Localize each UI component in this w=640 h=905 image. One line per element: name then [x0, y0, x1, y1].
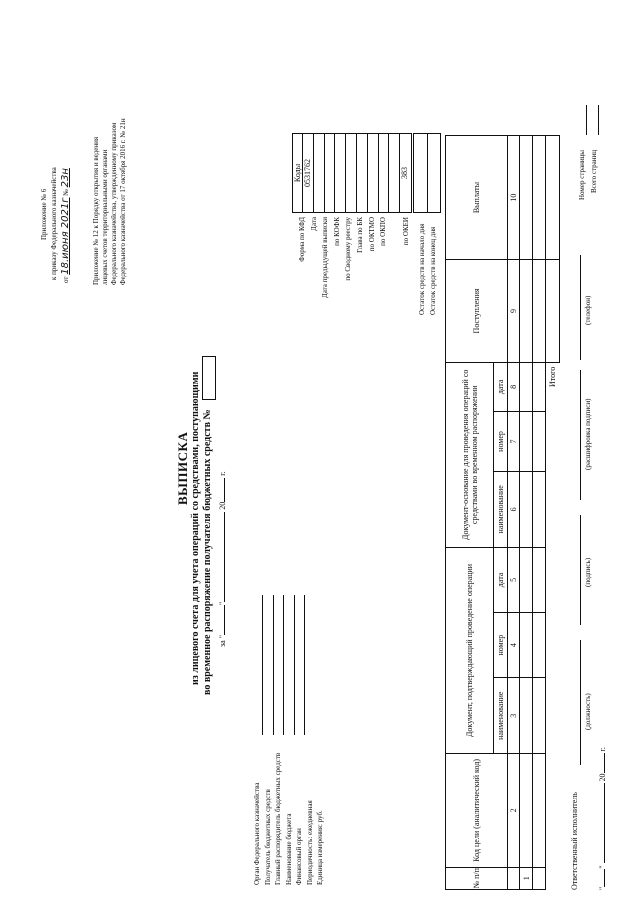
annex12-line2: лицевых счетов территориальными органами [101, 149, 109, 285]
left-field-label: Единица измерения: руб. [316, 810, 324, 885]
code-value[interactable] [357, 134, 368, 212]
left-field-line[interactable] [262, 595, 263, 735]
cell[interactable] [533, 678, 546, 754]
account-number-box[interactable] [202, 356, 216, 400]
operations-table [445, 135, 560, 890]
col-num: 4 [508, 613, 520, 678]
code-value[interactable] [335, 134, 346, 212]
left-field-label: Финансовый орган [295, 828, 303, 885]
th-doc-name: наименование [494, 678, 508, 754]
signature-line[interactable] [580, 515, 581, 625]
left-field-line[interactable] [304, 595, 305, 735]
col-num: 7 [508, 411, 520, 471]
cell[interactable] [533, 867, 546, 889]
table-row [533, 136, 546, 890]
cell[interactable] [520, 136, 533, 260]
pages-total-line[interactable] [598, 105, 599, 135]
left-field-label: Получатель бюджетных средств [263, 789, 272, 885]
cell[interactable] [520, 754, 533, 867]
cell[interactable] [533, 547, 546, 612]
cell[interactable] [533, 260, 546, 363]
cell[interactable] [533, 136, 546, 260]
signature-caption: (подпись) [584, 557, 592, 587]
total-payments[interactable] [546, 136, 560, 260]
code-value[interactable] [346, 134, 357, 212]
th-doc-group: Документ, подтверждающий проведение операции [446, 547, 494, 753]
title-line2: во временное распоряжение получателя бюджетных средств № [202, 409, 213, 695]
th-basis-group: Документ-основание для проведения операций со средствами во временном распоряжении [446, 362, 494, 547]
balance-box [413, 133, 441, 213]
left-field-label: Главный распорядитель бюджетных средств [274, 752, 282, 885]
cell[interactable] [520, 471, 533, 547]
col-num: 6 [508, 471, 520, 547]
cell[interactable] [520, 613, 533, 678]
annex12-line3: Федерального казначейства, утвержденному приказом [110, 122, 118, 285]
pages-total-label: Всего страниц [590, 149, 598, 193]
code-value[interactable] [389, 134, 400, 212]
code-value[interactable] [314, 134, 325, 212]
table-row [520, 136, 533, 890]
right-code-label: по ОКЕИ [402, 217, 411, 246]
left-field-line[interactable] [273, 595, 274, 735]
row-number: 1 [520, 867, 533, 889]
th-doc-number: номер [494, 613, 508, 678]
col-num: 3 [508, 678, 520, 754]
balance-end-label: Остаток средств на конец дня [429, 226, 437, 315]
total-label: Итого [548, 366, 558, 388]
th-payments: Выплаты [446, 136, 508, 260]
cell[interactable] [533, 411, 546, 471]
right-code-label: по КОФК [332, 217, 341, 246]
code-value[interactable]: 383 [400, 167, 410, 179]
th-no: № п/п [446, 867, 508, 889]
code-value[interactable] [368, 134, 379, 212]
left-field-line[interactable] [283, 595, 284, 735]
right-code-label: Форма по КФД [298, 217, 306, 262]
annex12-line1: Приложение № 12 к Порядку открытия и ведения [92, 136, 100, 285]
left-field-line[interactable] [294, 595, 295, 735]
cell[interactable] [520, 547, 533, 612]
th-basis-name: наименование [494, 471, 508, 547]
annex-number: Приложение № 6 [40, 188, 48, 240]
cell[interactable] [520, 362, 533, 411]
document-title: ВЫПИСКА [175, 431, 190, 505]
balance-start-value[interactable] [414, 134, 428, 212]
balance-start-label: Остаток средств на начало дня [418, 223, 426, 315]
left-field-label: Орган Федерального казначейства [253, 782, 261, 885]
right-code-label: по Сводному реестру [344, 217, 353, 281]
page-number-label: Номер страницы [578, 149, 586, 200]
total-row [546, 136, 560, 890]
column-numbers-row [508, 136, 520, 890]
footer-date: "" 20 г. [598, 747, 607, 890]
balance-end-value[interactable] [428, 134, 440, 212]
th-basis-number: номер [494, 411, 508, 471]
responsible-label: Ответственный исполнитель [570, 792, 579, 890]
title-date-line: за "" 20 г. [218, 471, 227, 647]
page-number-line[interactable] [586, 105, 587, 135]
title-line1: из лицевого счета для учета операций со средствами, поступающими [190, 371, 201, 685]
annex-to: к приказу Федерального казначейства [50, 167, 58, 280]
position-caption: (должность) [584, 693, 592, 730]
annex-date-handwritten: 18.июня 2021г [60, 197, 71, 275]
annex12-line4: Федерального казначейства от 17 октября 2016 г. № 21н [119, 118, 127, 285]
cell[interactable] [533, 362, 546, 411]
codes-box [292, 133, 412, 213]
right-code-label: Глава по БК [356, 217, 364, 253]
code-value[interactable]: 0531762 [303, 134, 314, 212]
col-num: 9 [508, 260, 520, 363]
code-value[interactable] [379, 134, 390, 212]
th-basis-date: дата [494, 362, 508, 411]
col-num: 5 [508, 547, 520, 612]
cell[interactable] [520, 411, 533, 471]
th-doc-date: дата [494, 547, 508, 612]
annex-number-handwritten: 23н [60, 168, 71, 188]
th-code: Код цели (аналитический код) [446, 754, 508, 867]
cell[interactable] [520, 260, 533, 363]
annex-date-line: от 18.июня 2021г № 23н [60, 168, 71, 283]
cell[interactable] [533, 613, 546, 678]
right-code-label: по ОКПО [379, 217, 388, 246]
left-field-label: Периодичность: ежедневная [305, 800, 314, 885]
decode-line[interactable] [580, 370, 581, 500]
total-income[interactable] [546, 260, 560, 363]
col-num: 8 [508, 362, 520, 411]
col-num: 2 [508, 754, 520, 867]
left-field-label: Наименование бюджета [284, 813, 293, 885]
decode-caption: (расшифровка подписи) [584, 398, 592, 470]
position-line[interactable] [580, 640, 581, 765]
cell[interactable] [533, 754, 546, 867]
right-code-label: Дата [309, 217, 318, 231]
th-income: Поступления [446, 260, 508, 363]
right-code-label: по ОКТМО [367, 217, 376, 252]
col-num: 10 [508, 136, 520, 260]
code-value[interactable] [325, 134, 336, 212]
cell[interactable] [533, 471, 546, 547]
codes-header: Коды [293, 134, 303, 212]
cell[interactable] [520, 678, 533, 754]
right-code-label: Дата предыдущей выписки [321, 217, 330, 299]
col-num-1 [508, 867, 520, 889]
phone-line[interactable] [580, 255, 581, 360]
phone-caption: (телефон) [584, 295, 592, 325]
